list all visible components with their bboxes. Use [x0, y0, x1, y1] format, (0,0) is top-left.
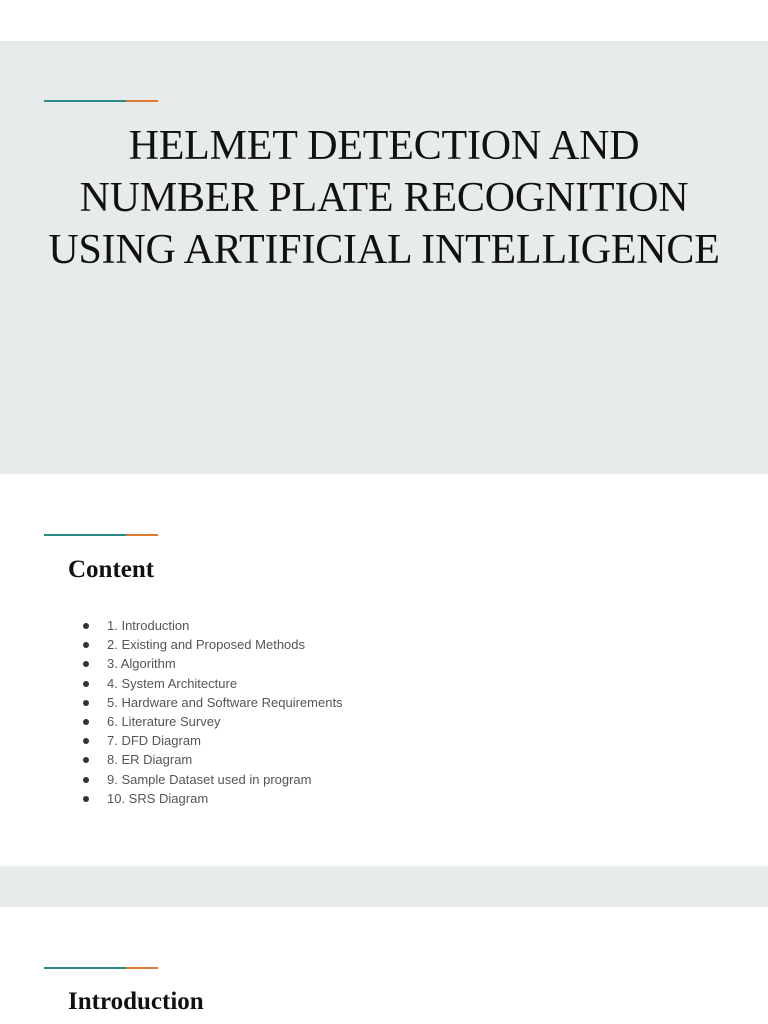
toc-item-sample-dataset	[107, 770, 343, 789]
bullet-icon	[83, 796, 89, 802]
toc-item-label: 6. Literature Survey	[107, 714, 221, 730]
accent-line	[44, 967, 158, 969]
toc-item-label: 10. SRS Diagram	[107, 790, 209, 806]
toc-item-srs-diagram	[107, 789, 343, 808]
title-slide	[0, 41, 768, 474]
bullet-icon	[83, 700, 89, 706]
toc-item-label: 8. ER Diagram	[107, 752, 193, 768]
toc-item-label: 4. System Architecture	[107, 675, 238, 691]
bullet-icon	[83, 738, 89, 744]
accent-line	[44, 100, 158, 102]
bullet-icon	[83, 777, 89, 783]
accent-line-teal	[44, 967, 126, 969]
toc-item-literature-survey	[107, 712, 343, 731]
document-title: HELMET DETECTION AND NUMBER PLATE RECOGNITION USING ARTIFICIAL INTELLIGENCE	[48, 123, 720, 273]
toc-item-label: 2. Existing and Proposed Methods	[107, 637, 306, 653]
introduction-heading: Introduction	[68, 988, 204, 1015]
content-heading: Content	[68, 556, 155, 583]
toc-item-label: 3. Algorithm	[107, 656, 176, 672]
toc-item-label: 9. Sample Dataset used in program	[107, 771, 312, 787]
bullet-icon	[83, 642, 89, 648]
bullet-icon	[83, 661, 89, 667]
toc-item-er-diagram	[107, 750, 343, 769]
accent-line-orange	[126, 100, 158, 102]
introduction-slide	[0, 907, 768, 1024]
toc-item-label: 5. Hardware and Software Requirements	[107, 694, 343, 710]
bullet-icon	[83, 681, 89, 687]
toc-item-requirements	[107, 693, 343, 712]
accent-line	[44, 534, 158, 536]
toc-item-label: 1. Introduction	[107, 618, 190, 633]
accent-line-orange	[126, 534, 158, 536]
page-top-margin	[0, 0, 768, 41]
toc-item-introduction	[107, 616, 343, 635]
accent-line-teal	[44, 534, 126, 536]
toc-item-dfd-diagram	[107, 731, 343, 750]
content-slide	[0, 474, 768, 866]
toc-item-methods	[107, 635, 343, 654]
toc-item-architecture	[107, 674, 343, 693]
accent-line-teal	[44, 100, 126, 102]
accent-line-orange	[126, 967, 158, 969]
bullet-icon	[83, 623, 89, 629]
slide-divider	[0, 866, 768, 907]
bullet-icon	[83, 719, 89, 725]
bullet-icon	[83, 757, 89, 763]
toc-item-algorithm	[107, 654, 343, 673]
toc-item-label: 7. DFD Diagram	[107, 733, 201, 749]
table-of-contents	[107, 616, 343, 808]
